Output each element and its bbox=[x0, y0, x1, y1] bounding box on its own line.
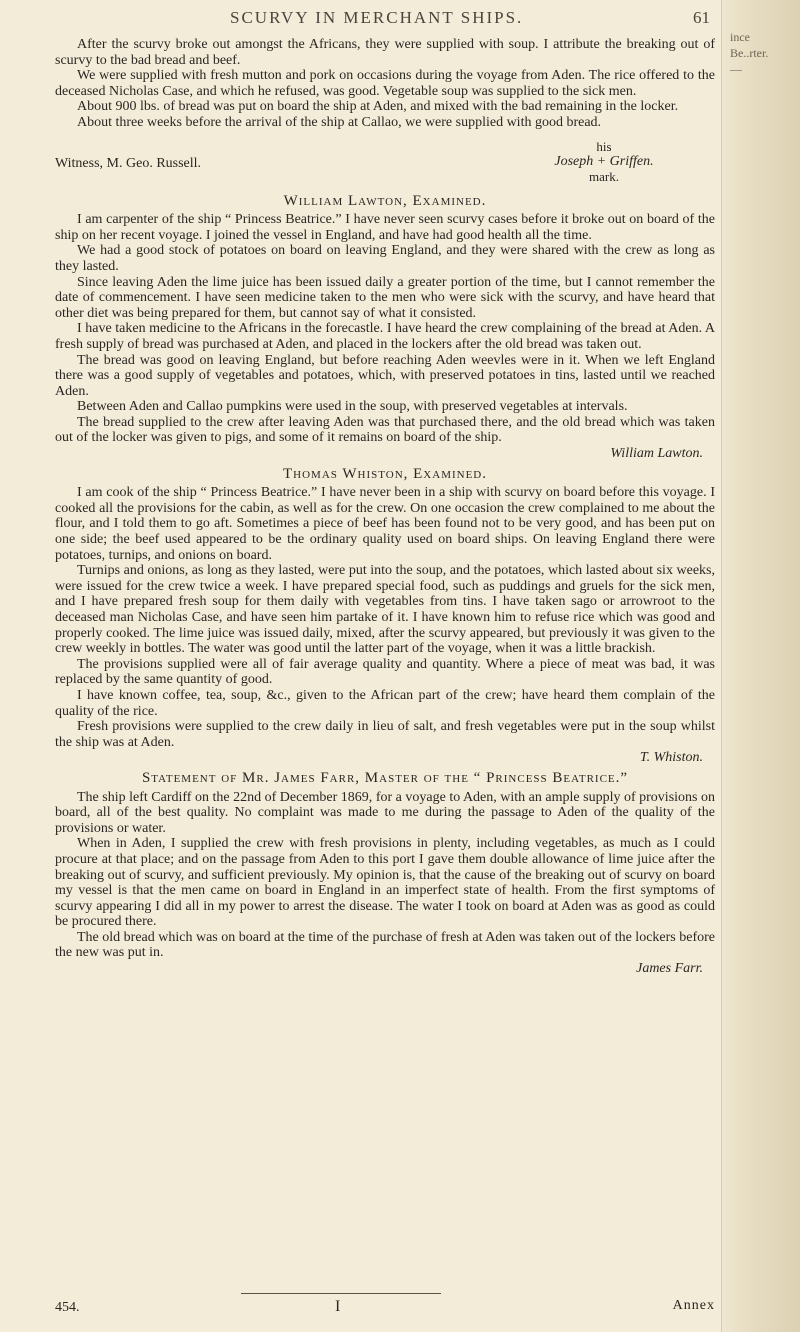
paragraph: Since leaving Aden the lime juice has been issued daily a greater portion of the time, but I cannot remember the date of commencement. I have seen medicine taken to the men who were sick with the scurvy, and have heard that other diet was being prepared for them, but cannot say of what it consisted. bbox=[55, 274, 715, 321]
paragraph: The old bread which was on board at the time of the purchase of fresh at Aden was taken out of the lockers before the new was put in. bbox=[55, 929, 715, 961]
margin-fragment: — bbox=[730, 62, 742, 76]
signature: T. Whiston. bbox=[639, 750, 703, 766]
paragraph: Fresh provisions were supplied to the crew daily in lieu of salt, and fresh vegetables were put in the soup whilst the ship was at Aden. bbox=[55, 719, 715, 750]
paragraph: The provisions supplied were all of fair average quality and quantity. Where a piece of meat was bad, it was replaced by the same quantity of good. bbox=[55, 656, 715, 688]
signature-mark-letter: I bbox=[335, 1298, 341, 1315]
paragraph: I am cook of the ship “ Princess Beatrice.” I have never been in a ship with scurvy on board before this voyage. I cooked all the provisions for the cabin, as well as for the crew. On one occasion the crew complained to me about the flour, and I told them to go aft. Sometimes a piece of beef has been found not to be very good, and has been put on one side; the beef used appeared to be the ordinary quality used on board ships. On leaving England there were potatoes, turnips, and onions on board. bbox=[55, 485, 715, 563]
paragraph: About 900 lbs. of bread was put on board the ship at Aden, and mixed with the bad remaining in the locker. bbox=[77, 99, 679, 115]
lawton-testimony bbox=[55, 194, 715, 462]
farr-statement bbox=[55, 771, 715, 977]
paragraph: We were supplied with fresh mutton and pork on occasions during the voyage from Aden. The rice offered to the deceased Nicholas Case, and which he refused, was good. Vegetable soup was supplied to the sick men. bbox=[55, 68, 715, 99]
mark-his: his bbox=[596, 138, 612, 154]
griffen-testimony bbox=[55, 37, 715, 189]
page-number: 61 bbox=[693, 8, 710, 27]
paragraph: I am carpenter of the ship “ Princess Beatrice.” I have never seen scurvy cases before it broke out on board of the ship on her recent voyage. I joined the vessel in England, and have had good health all the time. bbox=[55, 212, 715, 243]
paragraph: After the scurvy broke out amongst the Africans, they were supplied with soup. I attribute the breaking out of scurvy to the bad bread and beef. bbox=[55, 37, 715, 68]
mark-name: Joseph + Griffen. bbox=[554, 153, 654, 169]
paragraph: We had a good stock of potatoes on board on leaving England, and they were shared with the crew as long as they lasted. bbox=[55, 243, 715, 274]
paragraph: The bread was good on leaving England, but before reaching Aden weevles were in it. When we left England there was a good supply of vegetables and potatoes, which, with preserved potatoes in tins, lasted until we reached Aden. bbox=[55, 352, 715, 399]
section-heading: Statement of Mr. James Farr, Master of the “ Princess Beatrice.” bbox=[141, 769, 629, 786]
signature-mark bbox=[529, 139, 679, 184]
body-text bbox=[55, 37, 715, 977]
paragraph: I have taken medicine to the Africans in the forecastle. I have heard the crew complaining of the bread at Aden. A fresh supply of bread was purchased at Aden, and placed in the lockers after the old bread was taken out. bbox=[55, 321, 715, 352]
paragraph: Turnips and onions, as long as they lasted, were put into the soup, and the potatoes, which lasted about six weeks, were issued for the crew twice a week. I have prepared special food, such as puddings and gruels for the sick men, and I have prepared fresh soup for them daily with vegetables from tins. I have taken sago or arrowroot to the deceased man Nicholas Case, and have seen him partake of it. I have known him to refuse rice which was good and properly cooked. The lime juice was issued daily, mixed, after the scurvy appeared, but previously it was given to the crew weekly in bottles. The water was good until the latter part of the voyage, when it was a little brackish. bbox=[55, 563, 715, 657]
signature: James Farr. bbox=[636, 961, 703, 977]
margin-fragment: ince bbox=[730, 30, 750, 44]
whiston-testimony bbox=[55, 467, 715, 766]
paragraph: The bread supplied to the crew after leaving Aden was that purchased there, and the old bread which was taken out of the locker was given to pigs, and some of it remains on board of the ship. bbox=[55, 414, 715, 446]
witness-row bbox=[55, 139, 715, 189]
margin-fragment: Be..rter. bbox=[730, 46, 769, 60]
section-heading: Thomas Whiston, Examined. bbox=[282, 465, 487, 482]
catchword: Annex bbox=[672, 1298, 715, 1313]
footer-rule bbox=[241, 1293, 441, 1294]
section-heading: William Lawton, Examined. bbox=[283, 192, 487, 209]
paragraph: Between Aden and Callao pumpkins were used in the soup, with preserved vegetables at intervals. bbox=[77, 399, 628, 415]
witness-line: Witness, M. Geo. Russell. bbox=[55, 155, 202, 171]
adjacent-page-edge bbox=[721, 0, 800, 1332]
running-head: SCURVY IN MERCHANT SHIPS. bbox=[230, 8, 524, 27]
paragraph: When in Aden, I supplied the crew with fresh provisions in plenty, including vegetables, as much as I could procure at that place; and on the passage from Aden to this port I gave them double allowance of lime juice after the breaking out of scurvy, and sufficient previously. My opinion is, that the cause of the breaking out of scurvy on board my vessel is that the men came on board in England in an imperfect state of health. From the first symptoms of scurvy appearing I did all in my power to arrest the disease. The water I took on board at Aden was as good as could be procured there. bbox=[55, 836, 715, 930]
footer-number: 454. bbox=[55, 1300, 80, 1315]
paragraph: The ship left Cardiff on the 22nd of December 1869, for a voyage to Aden, with an ample supply of provisions on board, all of the best quality. No complaint was made to me during the passage to Aden of the quality of the provisions or water. bbox=[55, 789, 715, 836]
page-footer bbox=[55, 1296, 715, 1320]
paragraph: About three weeks before the arrival of the ship at Callao, we were supplied with good bread. bbox=[77, 114, 602, 130]
page-header bbox=[150, 6, 710, 30]
mark-word: mark. bbox=[589, 168, 619, 184]
signature: William Lawton. bbox=[610, 446, 703, 462]
paragraph: I have known coffee, tea, soup, &c., given to the African part of the crew; have heard them complain of the quality of the rice. bbox=[55, 687, 715, 719]
